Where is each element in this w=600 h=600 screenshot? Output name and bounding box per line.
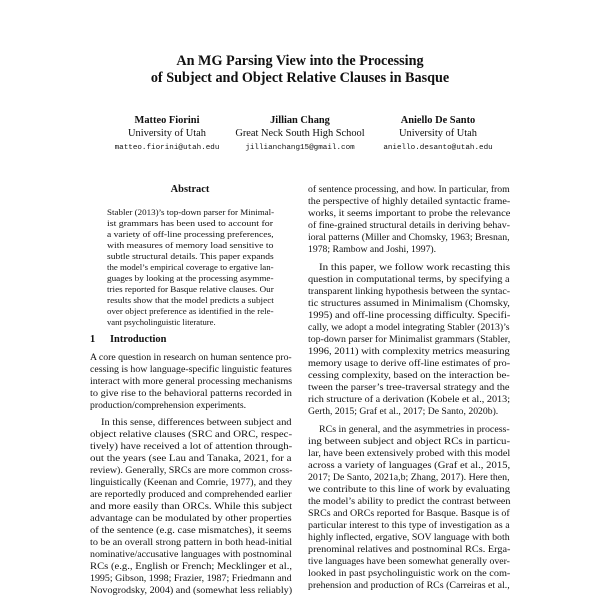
body-line: tic structures assumed in Minimalism (Chomsky,	[308, 298, 510, 309]
body-line: across a variety of languages (Graf et al., 2015,	[308, 460, 511, 471]
body-line: ing between subject and object RCs in particu-	[308, 436, 511, 447]
abstract-line: guages by looking at the processing asymme-	[107, 273, 274, 283]
body-line: 1995; Gibson, 1998; Frazier, 1987; Friedmann and	[90, 573, 292, 584]
body-line: rich structure of a derivation (Kobele et al., 2013;	[308, 394, 511, 405]
body-line: A core question in research on human sentence pro-	[90, 352, 292, 363]
abstract-line: results show that the model predicts a subject	[107, 295, 274, 305]
body-line: prenominal relatives and postnominal RCs. Erga-	[308, 544, 511, 555]
body-line: 1996, 2011) with complexity metrics measuring	[308, 346, 510, 357]
body-line: SRCs and ORCs reported for Basque. Basque is of	[308, 508, 510, 519]
body-line: production/comprehension experiments.	[90, 400, 247, 411]
body-line: nominative/accusative languages with postnominal	[90, 549, 292, 560]
author-block-2	[218, 114, 382, 155]
body-line: prehension and production of RCs (Carreiras et al.,	[308, 580, 510, 591]
title-line-2: of Subject and Object Relative Clauses in Basque	[150, 70, 450, 86]
body-line: highly inflected, ergative, SOV language with both	[308, 532, 510, 543]
author-affiliation: University of Utah	[128, 128, 206, 139]
author-block-3	[363, 114, 513, 155]
abstract-line: a variety of off-line processing preferences,	[107, 229, 274, 239]
body-line: ioral patterns (Miller and Chomsky, 1963; Bresnan,	[308, 232, 510, 243]
body-line: tively) have received a lot of attention through-	[90, 441, 293, 452]
body-line: lar, have been extensively probed with this model	[308, 448, 511, 459]
body-line: object relative clauses (SRC and ORC, respec-	[90, 429, 293, 440]
body-line: interact with more general processing mechanisms	[90, 376, 293, 387]
body-line: Gerth, 2015; Graf et al., 2017; De Santo, 2020b).	[308, 406, 499, 417]
body-line: 1995) and off-line processing difficulty. Specifi-	[308, 310, 511, 321]
body-line: cessing complexity, based on the interaction be-	[308, 370, 510, 381]
body-line: cessing is how language-specific linguistic features	[90, 364, 292, 375]
body-line: particular interest to this type of investigation as a	[308, 520, 510, 531]
body-line: the perspective of highly detailed syntactic frame-	[308, 196, 511, 207]
abstract-line: tries reported for Basque relative clauses. Our	[107, 284, 274, 294]
author-affiliation: University of Utah	[399, 128, 477, 139]
body-line: of sentence processing, and how. In particular, from	[308, 184, 510, 195]
author-email[interactable]: matteo.fiorini@utah.edu	[114, 144, 220, 152]
body-line: we contribute to this line of work by evaluating	[308, 484, 511, 495]
body-line: the model’s ability to predict the contrast between	[308, 496, 511, 507]
body-line: advantage can be modulated by other properties	[90, 513, 292, 524]
body-line: memory usage to derive off-line estimates of pro-	[308, 358, 511, 369]
title-line-1: An MG Parsing View into the Processing	[176, 53, 424, 69]
body-line: Novogrodsky, 2004) and (somewhat less reliably)	[90, 585, 293, 596]
body-line: to give rise to the behavioral patterns recorded in	[90, 388, 292, 399]
body-line: works, it seems important to probe the relevance	[308, 208, 511, 219]
body-line: review). Generally, SRCs are more common cross-	[90, 465, 293, 476]
abstract-line: ist grammars has been used to account for	[107, 218, 274, 228]
body-line: tween the parser’s tree-traversal strategy and the	[308, 382, 510, 393]
section-number: 1	[90, 334, 96, 345]
author-email[interactable]: aniello.desanto@utah.edu	[383, 144, 493, 152]
body-line: RCs (e.g., English or French; Mecklinger et al.,	[90, 561, 293, 572]
body-line: linguistically (Keenan and Comrie, 1977), and they	[90, 477, 293, 488]
author-email[interactable]: jillianchang15@gmail.com	[245, 144, 355, 152]
body-line: question in computational terms, by specifying a	[308, 274, 510, 285]
author-name: Jillian Chang	[270, 115, 330, 126]
body-line: 1978; Rambow and Joshi, 1997).	[308, 244, 437, 255]
section-heading-introduction	[90, 334, 166, 345]
author-affiliation: Great Neck South High School	[235, 128, 365, 139]
abstract-line: the model’s empirical coverage to ergative lan-	[107, 262, 274, 272]
body-line: are reportedly produced and comprehended earlier	[90, 489, 292, 500]
abstract-line: with measures of memory load sensitive to	[107, 240, 274, 250]
body-line: In this paper, we follow work recasting this	[319, 262, 511, 273]
body-line: 2017; De Santo, 2021a,b; Zhang, 2017). Here then,	[308, 472, 510, 483]
body-line: and more easily than ORCs. While this subject	[90, 501, 293, 512]
body-line: to be an overall strong pattern in both head-initial	[90, 537, 293, 548]
body-line: of fine-grained structural details in deriving behav-	[308, 220, 510, 231]
body-line: transparent linking hypothesis between the syntac-	[308, 286, 511, 297]
body-line: In this sense, differences between subject and	[101, 417, 292, 428]
section-title: Introduction	[110, 334, 167, 345]
body-line: cally, we adopt a model integrating Stabler (2013)’s	[308, 322, 510, 333]
abstract-line: over object preference as identified in the rele-	[107, 306, 274, 316]
body-line: tive languages have been somewhat generally over-	[308, 556, 510, 567]
body-line: looked in past psycholinguistic work on the com-	[308, 568, 511, 579]
abstract-line: vant psycholinguistic literature.	[107, 317, 216, 327]
body-line: out the years (see Lau and Tanaka, 2021, for a	[90, 453, 292, 464]
author-name: Matteo Fiorini	[134, 115, 200, 126]
author-name: Aniello De Santo	[400, 115, 476, 126]
body-line: top-down parser for Minimalist grammars (Stabler,	[308, 334, 511, 345]
abstract-heading: Abstract	[170, 184, 210, 195]
body-line: of the sentence (e.g. case mismatches), it seems	[90, 525, 292, 536]
paper-title	[0, 53, 600, 87]
body-line: RCs in general, and the asymmetries in process-	[319, 424, 510, 435]
abstract-line: Stabler (2013)’s top-down parser for Minimal-	[107, 207, 275, 217]
abstract-line: subtle structural details. This paper expands	[107, 251, 274, 261]
